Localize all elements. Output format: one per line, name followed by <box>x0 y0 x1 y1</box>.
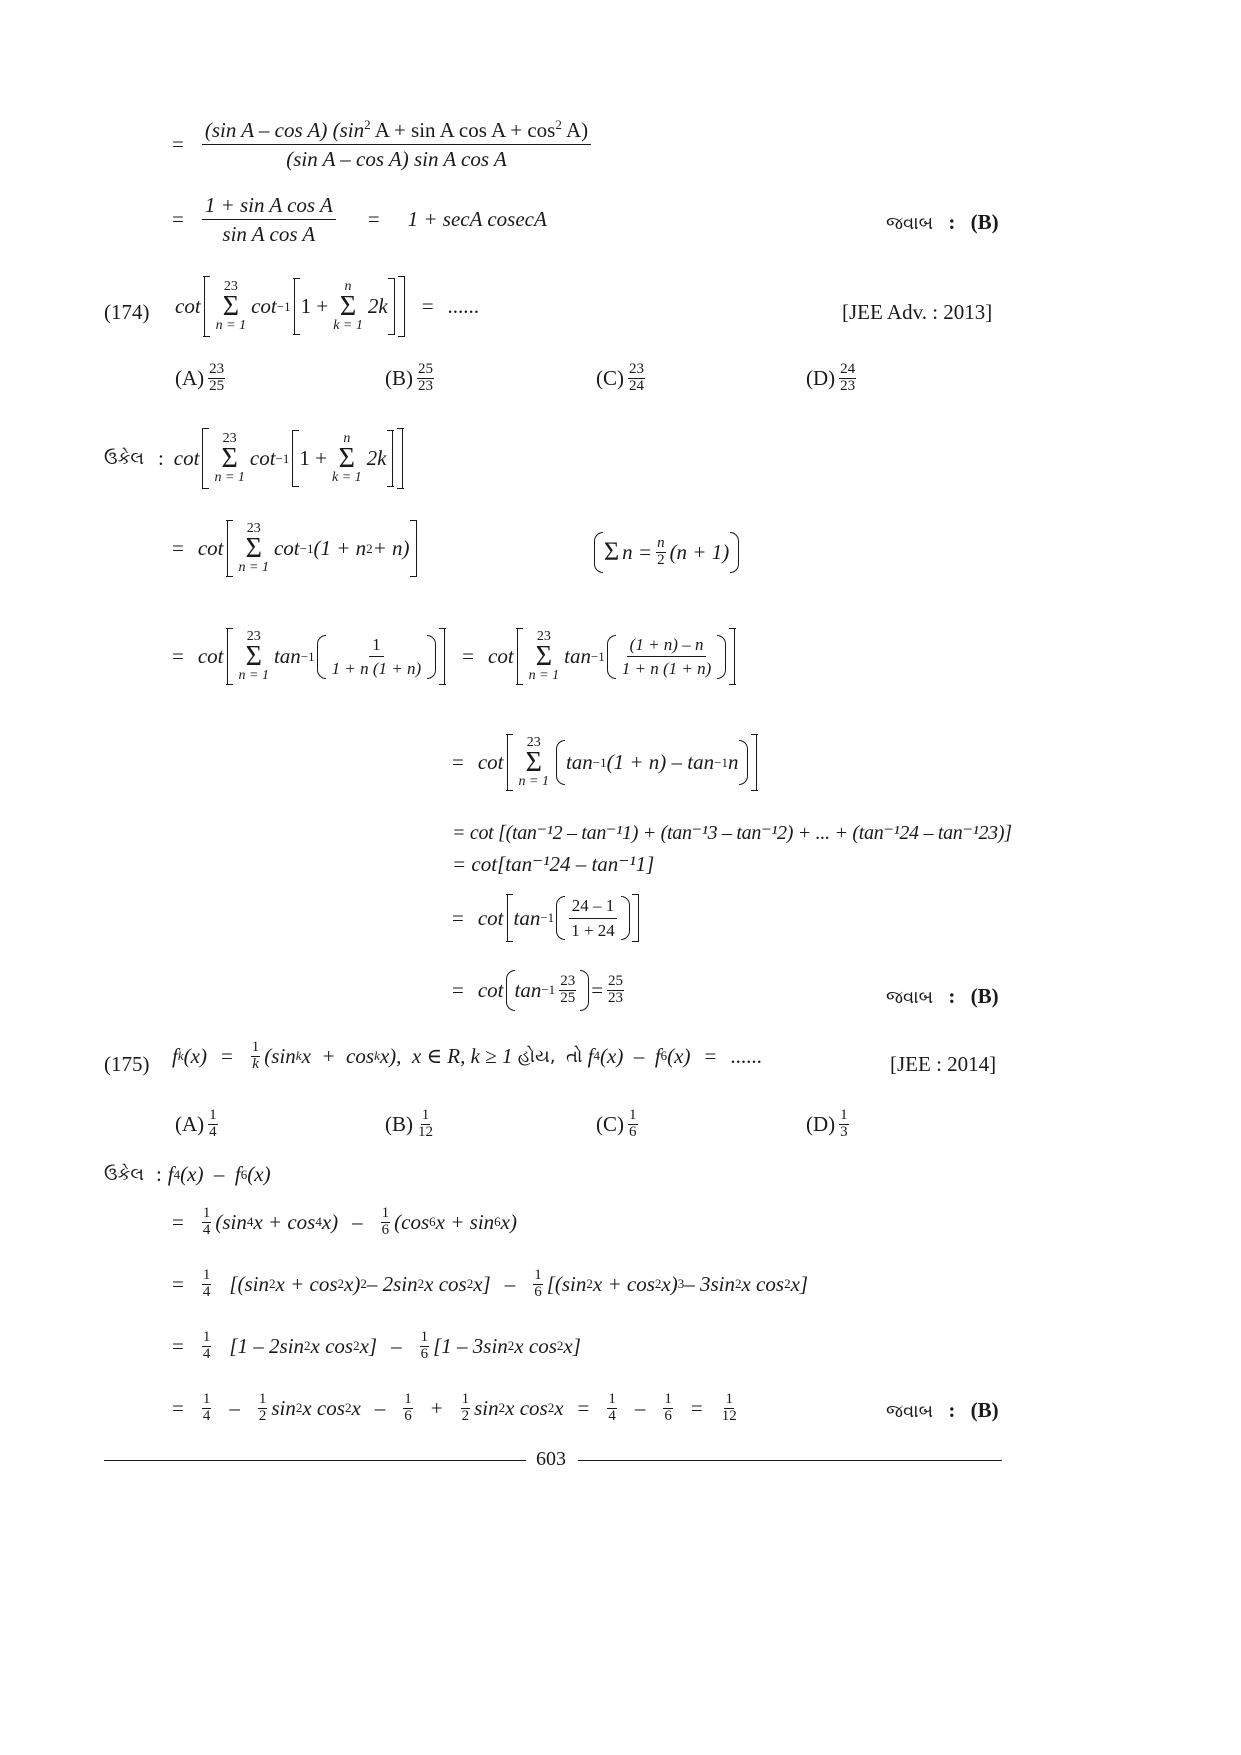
solution-175-step-2: = $\frac{1}{4}$ [(sin 2 x + cos 2 x) 2 – 2sin 2 x cos 2 x] – $\frac{1}{6}$ [(sin 2 x + cos 2 x) 3 – 3sin 2 x cos 2 x] <box>172 1267 809 1300</box>
option-174-a: (A) $\frac{23}{25}$ <box>175 361 225 394</box>
option-174-b: (B) $\frac{25}{23}$ <box>385 361 433 394</box>
solution-174-step-4: = cot [(tan⁻¹2 – tan⁻¹1) + (tan⁻¹3 – tan⁻¹2) + ... + (tan⁻¹24 – tan⁻¹23)] <box>452 822 1012 844</box>
solution-174-step-7: = cot tan −1 $\frac{23}{25}$ = $\frac{25}{23}$ <box>452 970 628 1011</box>
solution-174-step-1: = cot 23 Σ n = 1 cot −1 (1 + n 2 + n) <box>172 520 420 577</box>
solution-175-step-4: = $\frac{1}{4}$ – $\frac{1}{2}$ sin 2 x cos 2 x – $\frac{1}{6}$ + $\frac{1}{2}$ sin 2 x cos 2 x = $\frac{1}{4}$ – $\frac{1}{6}$ = $\frac{1}{12}$ <box>172 1391 737 1424</box>
answer-mark-175: જવાબ : (B) <box>886 1398 999 1422</box>
question-174-statement: cot 23 Σ n = 1 cot −1 1 + n Σ k = 1 2k = ...... <box>175 276 479 337</box>
question-175-source: [JEE : 2014] <box>890 1052 997 1076</box>
question-number-175: (175) <box>104 1052 150 1076</box>
solution-175-step-1: = $\frac{1}{4}$ (sin 4 x + cos 4 x) – $\frac{1}{6}$ (cos 6 x + sin 6 x) <box>172 1205 517 1238</box>
solution-174-step-2: = cot 23 Σ n = 1 tan −1 $\frac{1}{1 + n (1 + n)}$ = cot 23 Σ n = 1 tan −1 $\frac{(1 + n) - n}{1 + n (1 + n)}$ <box>172 628 738 685</box>
option-174-d: (D) $\frac{24}{23}$ <box>806 361 856 394</box>
option-175-c: (C) $\frac{1}{6}$ <box>596 1107 637 1140</box>
fraction-simplified: $\frac{\text{1 + sin A cos A}}{\text{sin A cos A}}$ <box>202 193 336 246</box>
footer-rule-left <box>104 1460 526 1461</box>
answer-mark-1: જવાબ : (B) <box>886 210 999 234</box>
solution-174-start: ઉકેલ : cot 23 Σ n = 1 cot −1 1 + n Σ k = 1 2k <box>104 428 406 489</box>
solution-174-step-6: = cot tan −1 $\frac{24 - 1}{1 + 24}$ <box>452 894 642 942</box>
fraction-factorized: $\frac{(\sin A - \cos A) (\sin^2 A + \sin A \cos A + \cos^2 A)}{\text{(sin A – cos A) sin A cos A}}$ <box>202 118 591 171</box>
solution-175-step-3: = $\frac{1}{4}$ [1 – 2sin 2 x cos 2 x] – $\frac{1}{6}$ [1 – 3sin 2 x cos 2 x] <box>172 1329 581 1362</box>
question-174-source: [JEE Adv. : 2013] <box>842 300 993 324</box>
option-175-a: (A) $\frac{1}{4}$ <box>175 1107 217 1140</box>
question-175-statement: f k (x) = $\frac{1}{k}$ (sin k x + cos k x), x ∈ R, k ≥ 1 હોય, તો f 4 (x) – f 6 (x) = ...... <box>172 1039 762 1072</box>
solution-174-step-5: = cot[tan⁻¹24 – tan⁻¹1] <box>452 852 655 876</box>
eq-line-1: = $\frac{(\sin A - \cos A) (\sin^2 A + \sin A \cos A + \cos^2 A)}{\text{(sin A – cos A) sin A cos A}}$ <box>172 118 595 171</box>
option-174-c: (C) $\frac{23}{24}$ <box>596 361 644 394</box>
eq-line-2: = $\frac{\text{1 + sin A cos A}}{\text{sin A cos A}}$ = 1 + secA cosecA <box>172 193 547 247</box>
sum-identity: Σ n = $\frac{n}{2}$ (n + 1) <box>592 532 741 573</box>
solution-174-step-3: = cot 23 Σ n = 1 tan −1 (1 + n) – tan −1 n <box>452 734 760 791</box>
page-number: 603 <box>536 1448 566 1470</box>
sigma-k: n Σ k = 1 <box>333 279 363 334</box>
sigma-n: 23 Σ n = 1 <box>215 279 247 334</box>
solution-175-start: ઉકેલ : f 4 (x) – f 6 (x) <box>104 1162 271 1186</box>
option-175-b: (B) $\frac{1}{12}$ <box>385 1107 433 1140</box>
question-number-174: (174) <box>104 300 150 324</box>
option-175-d: (D) $\frac{1}{3}$ <box>806 1107 848 1140</box>
answer-mark-174: જવાબ : (B) <box>886 984 999 1008</box>
footer-rule-right <box>578 1460 1002 1461</box>
